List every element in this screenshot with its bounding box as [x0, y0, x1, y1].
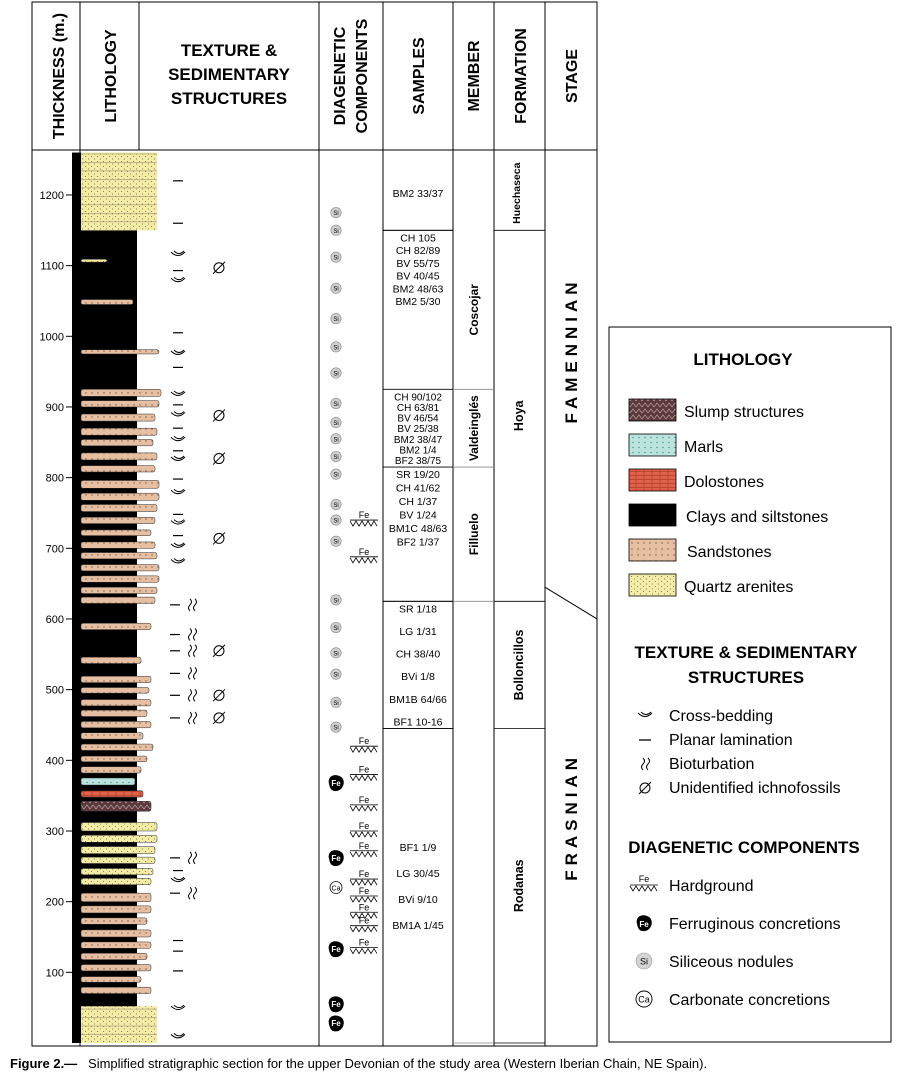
- member-name: Coscojar: [467, 284, 481, 336]
- bioturbation-icon: [189, 887, 192, 899]
- lithology-bed: [81, 657, 141, 663]
- hardground-icon: [350, 520, 378, 526]
- sample-label: BV 25/38: [397, 424, 439, 436]
- legend-swatch-dolostones: [629, 469, 676, 491]
- hardground-label: Fe: [358, 820, 370, 831]
- ferruginous-concretion-label: Fe: [331, 945, 341, 955]
- lithology-bed: [81, 623, 151, 629]
- ichnofossil-icon: [213, 689, 225, 701]
- lithology-bed: [81, 466, 155, 472]
- bioturbation-icon: [194, 645, 197, 657]
- hardground-label: Fe: [358, 510, 370, 521]
- member-column: [453, 284, 494, 1043]
- header-formation: FORMATION: [513, 28, 530, 124]
- sample-label: SR 1/18: [399, 603, 437, 616]
- sample-label: BV 1/24: [399, 509, 437, 522]
- legend-label-bio: Bioturbation: [669, 756, 755, 773]
- ferruginous-concretion-label: Fe: [331, 1019, 341, 1029]
- lithology-bed: [81, 453, 157, 460]
- siliceous-nodule-label: Si: [333, 228, 339, 235]
- axis-tick-label: 700: [45, 543, 64, 556]
- hardground-icon: [350, 926, 378, 932]
- legend-label-sandstones: Sandstones: [687, 544, 772, 561]
- formation-name: Rodanas: [512, 859, 526, 913]
- quartz-unit-top: [81, 153, 157, 231]
- member-name: Valdeinglés: [467, 395, 481, 462]
- siliceous-nodule-label: Si: [333, 472, 339, 479]
- legend-label-ferr: Ferruginous concretions: [669, 916, 841, 933]
- lithology-bed: [81, 480, 159, 488]
- lithology-bed: [81, 778, 135, 785]
- sample-label: CH 90/102: [394, 392, 442, 404]
- lithology-bed: [81, 688, 149, 694]
- hardground-icon: [350, 831, 378, 837]
- sample-label: BF2 38/75: [394, 456, 442, 468]
- sample-label: CH 38/40: [395, 648, 441, 661]
- axis-tick-label: 600: [45, 613, 64, 626]
- bioturbation-icon: [189, 629, 192, 641]
- header-texture-3: STRUCTURES: [170, 89, 288, 108]
- lithology-bed: [81, 710, 147, 716]
- lithology-bed: [81, 857, 155, 863]
- sample-label: BM1A 1/45: [392, 919, 444, 932]
- sample-label: BF1 10-16: [393, 716, 443, 729]
- hardground-label: Fe: [358, 794, 370, 805]
- hardground-label: Fe: [358, 902, 370, 913]
- cross-bedding-icon: [171, 411, 185, 416]
- formation-name: Huechaseca: [511, 162, 523, 224]
- sample-label: BM2 5/30: [395, 296, 441, 309]
- axis-tick-label: 1200: [39, 189, 64, 202]
- lithology-bed: [81, 965, 151, 971]
- axis-tick-label: 500: [45, 684, 64, 697]
- hardground-label: Fe: [358, 764, 370, 775]
- lithology-bed: [81, 517, 155, 523]
- lithology-bed: [81, 733, 143, 739]
- header-lithology: LITHOLOGY: [103, 29, 120, 123]
- axis-tick-label: 1000: [39, 331, 64, 344]
- ichnofossil-icon: [213, 645, 225, 657]
- lithology-bed: [81, 767, 141, 773]
- siliceous-nodule-label: Si: [333, 539, 339, 546]
- lithology-bed: [81, 791, 143, 797]
- lithology-bed: [81, 587, 157, 593]
- hardground-icon: [350, 774, 378, 780]
- hardground-icon: [350, 851, 378, 857]
- siliceous-nodule-label: Si: [333, 651, 339, 658]
- bioturbation-icon: [194, 689, 197, 701]
- siliceous-nodule-label: Si: [333, 725, 339, 732]
- figure-caption: [10, 1056, 707, 1071]
- legend-swatch-quartz: [629, 574, 676, 596]
- legend-label-cross: Cross-bedding: [669, 708, 774, 725]
- siliceous-nodule-label: Si: [333, 625, 339, 632]
- bioturbation-icon: [194, 712, 197, 724]
- sample-label: BVi 9/10: [398, 893, 438, 906]
- stage-boundary: [545, 587, 597, 619]
- hardground-label: Fe: [358, 915, 370, 926]
- legend-label-planar: Planar lamination: [669, 732, 793, 749]
- lithology-bed: [81, 878, 151, 884]
- lithology-bed: [81, 868, 153, 874]
- ichnofossil-icon: [213, 262, 225, 274]
- lithology-bed: [81, 977, 141, 983]
- legend-label-quartz: Quartz arenites: [684, 579, 794, 596]
- bioturbation-icon: [189, 599, 192, 611]
- hardground-label: Fe: [638, 874, 650, 884]
- lithology-bed: [81, 530, 151, 536]
- siliceous-nodule-label: Si: [333, 401, 339, 408]
- lithology-bed: [81, 918, 147, 924]
- sample-label: LG 30/45: [396, 867, 440, 880]
- lithology-bed: [81, 439, 153, 445]
- bioturbation-icon: [189, 712, 192, 724]
- siliceous-nodule-label: Si: [333, 502, 339, 509]
- lithology-bed: [81, 414, 155, 421]
- cross-bedding-icon: [171, 489, 185, 494]
- legend-swatch-slump: [629, 399, 676, 421]
- axis-tick-label: 900: [45, 401, 64, 414]
- lithology-bed: [81, 942, 151, 948]
- bioturbation-icon: [194, 852, 197, 864]
- sample-label: BM1B 64/66: [389, 693, 447, 706]
- axis-tick-label: 400: [45, 755, 64, 768]
- legend-swatch-sandstones: [629, 539, 676, 561]
- hardground-icon: [350, 805, 378, 811]
- legend-swatch-marls: [629, 434, 676, 456]
- axis-tick-label: 200: [45, 896, 64, 909]
- sample-label: CH 41/62: [395, 482, 441, 495]
- ichnofossil-icon: [213, 409, 225, 421]
- legend-lithology-title: LITHOLOGY: [693, 350, 793, 369]
- legend-label-hard: Hardground: [669, 878, 754, 895]
- bioturbation-icon: [189, 689, 192, 701]
- header-stage: STAGE: [564, 49, 581, 103]
- sample-label: BM2 38/47: [393, 434, 443, 446]
- bioturbation-icon: [189, 645, 192, 657]
- axis-tick-label: 300: [45, 825, 64, 838]
- lithology-bed: [81, 350, 159, 354]
- stage-column: [545, 277, 597, 880]
- cross-bedding-icon: [171, 436, 185, 441]
- legend-texture-title-1: TEXTURE & SEDIMENTARY: [634, 643, 858, 662]
- lithology-bed: [81, 542, 155, 548]
- legend-diag-title: DIAGENETIC COMPONENTS: [628, 838, 860, 857]
- hardground-icon: [350, 896, 378, 902]
- texture-column: [170, 181, 225, 1038]
- ichnofossil-icon: [213, 453, 225, 465]
- header-samples: SAMPLES: [411, 37, 428, 115]
- legend-label-silic: Siliceous nodules: [669, 954, 794, 971]
- sample-label: BV 40/45: [396, 270, 440, 283]
- formation-name: Hoya: [512, 400, 526, 432]
- legend: [609, 327, 891, 1042]
- sample-label: LG 1/31: [399, 625, 437, 638]
- lithology-bed: [81, 576, 159, 582]
- lithology-bed: [81, 756, 147, 762]
- legend-swatch-clays: [629, 504, 676, 526]
- cross-bedding-icon: [171, 391, 185, 396]
- legend-label-dolostones: Dolostones: [684, 474, 765, 491]
- bioturbation-icon: [189, 667, 192, 679]
- lithology-column: [72, 153, 161, 1043]
- legend-label-carb: Carbonate concretions: [669, 992, 830, 1009]
- cross-bedding-icon: [171, 1005, 185, 1010]
- bioturbation-icon: [189, 852, 192, 864]
- lithology-bed: [81, 428, 157, 435]
- thickness-axis: [40, 190, 74, 979]
- bioturbation-icon: [194, 599, 197, 611]
- sample-label: CH 1/37: [398, 495, 438, 508]
- header-texture-1: TEXTURE &: [180, 41, 278, 60]
- sample-label: BM2 33/37: [392, 188, 444, 201]
- sample-label: BVi 1/8: [401, 671, 435, 684]
- sample-label: BM1C 48/63: [388, 522, 448, 535]
- sample-label: BF2 1/37: [396, 536, 440, 549]
- lithology-bed: [81, 906, 151, 913]
- lithology-bed: [81, 930, 151, 937]
- axis-tick-label: 100: [45, 967, 64, 980]
- hardground-icon: [350, 746, 378, 752]
- siliceous-nodule-label: Si: [333, 598, 339, 605]
- sample-label: CH 63/81: [396, 402, 440, 414]
- siliceous-nodule-label: Si: [333, 454, 339, 461]
- hardground-label: Fe: [358, 840, 370, 851]
- diagenetic-column: [329, 207, 378, 1031]
- lithology-bed: [81, 721, 151, 727]
- siliceous-nodule-label: Si: [333, 421, 339, 428]
- lithology-bed: [81, 987, 151, 993]
- hardground-label: Fe: [358, 886, 370, 897]
- thickness-bar: [72, 153, 81, 1043]
- cross-bedding-icon: [171, 543, 185, 548]
- carbonate-concretion-label: Ca: [638, 994, 650, 1005]
- ferruginous-concretion-label: Fe: [331, 853, 341, 863]
- lithology-bed: [81, 259, 107, 262]
- sample-label: BV 46/54: [397, 413, 439, 425]
- header-member: MEMBER: [466, 40, 483, 112]
- lithology-bed: [81, 823, 157, 831]
- sample-label: CH 105: [400, 232, 436, 245]
- hardground-label: Fe: [358, 869, 370, 880]
- cross-bedding-icon: [171, 520, 185, 525]
- bioturbation-icon: [194, 887, 197, 899]
- siliceous-nodule-label: Si: [639, 956, 649, 967]
- stage-name: FRASNIAN: [562, 752, 581, 881]
- cross-bedding-icon: [171, 877, 185, 882]
- lithology-bed: [81, 953, 147, 959]
- siliceous-nodule-label: Si: [333, 255, 339, 262]
- header-diagenetic-2: COMPONENTS: [354, 18, 371, 134]
- formation-name: Bolloncillos: [512, 629, 526, 701]
- lithology-bed: [81, 300, 133, 305]
- siliceous-nodule-label: Si: [333, 345, 339, 352]
- sample-label: BM2 48/63: [392, 283, 444, 296]
- cross-bedding-icon: [171, 558, 185, 563]
- legend-label-clays: Clays and siltstones: [686, 509, 829, 526]
- ferruginous-concretion-label: Fe: [331, 778, 341, 788]
- lithology-bed: [81, 493, 159, 500]
- siliceous-nodule-label: Si: [333, 211, 339, 218]
- member-name: Filluelo: [467, 513, 481, 556]
- caption-text: Simplified stratigraphic section for the upper Devonian of the study area (Western Iberian Chain, NE Spain).: [88, 1056, 708, 1071]
- samples-column: [383, 188, 453, 932]
- siliceous-nodule-label: Si: [333, 700, 339, 707]
- lithology-bed: [81, 835, 157, 842]
- siliceous-nodule-label: Si: [333, 437, 339, 444]
- cross-bedding-icon: [171, 456, 185, 461]
- lithology-bed: [81, 676, 151, 682]
- sample-label: BF1 1/9: [399, 841, 437, 854]
- legend-label-slump: Slump structures: [684, 404, 805, 421]
- legend-label-ichno: Unidentified ichnofossils: [669, 780, 841, 797]
- hardground-icon: [350, 948, 378, 954]
- siliceous-nodule-label: Si: [333, 518, 339, 525]
- header-texture-2: SEDIMENTARY: [168, 65, 290, 84]
- cross-bedding-icon: [171, 277, 185, 282]
- sample-label: CH 82/89: [395, 245, 441, 258]
- sample-label: SR 19/20: [396, 469, 440, 482]
- lithology-bed: [81, 504, 157, 511]
- siliceous-nodule-label: Si: [333, 286, 339, 293]
- siliceous-nodule-label: Si: [333, 317, 339, 324]
- ichnofossil-icon: [213, 532, 225, 544]
- formation-column: [494, 162, 545, 1043]
- lithology-bed: [81, 801, 151, 811]
- lithology-bed: [81, 401, 159, 407]
- hardground-label: Fe: [358, 736, 370, 747]
- bioturbation-icon: [194, 629, 197, 641]
- lithology-bed: [81, 893, 151, 901]
- header-diagenetic-1: DIAGENETIC: [332, 26, 349, 126]
- caption-label: Figure 2.—: [10, 1056, 78, 1071]
- lithology-bed: [81, 744, 153, 750]
- cross-bedding-icon: [171, 1033, 185, 1038]
- bioturbation-icon: [194, 667, 197, 679]
- sample-label: BM2 1/4: [399, 445, 437, 457]
- sample-label: BV 55/75: [396, 257, 440, 270]
- header-thickness: THICKNESS (m.): [51, 12, 68, 140]
- legend-texture-title-2: STRUCTURES: [687, 668, 805, 687]
- carbonate-concretion-label: Ca: [331, 885, 341, 893]
- ichnofossil-icon: [213, 712, 225, 724]
- lithology-bed: [81, 553, 157, 559]
- ferruginous-concretion-label: Fe: [639, 920, 649, 929]
- lithology-bed: [81, 847, 155, 854]
- axis-tick-label: 800: [45, 472, 64, 485]
- lithology-bed: [81, 700, 151, 706]
- lithology-bed: [81, 565, 159, 571]
- axis-tick-label: 1100: [40, 260, 64, 273]
- ferruginous-concretion-label: Fe: [331, 1000, 341, 1010]
- hardground-label: Fe: [358, 546, 370, 557]
- stage-name: FAMENNIAN: [562, 277, 581, 424]
- siliceous-nodule-label: Si: [333, 371, 339, 378]
- legend-label-marls: Marls: [684, 439, 724, 456]
- lithology-bed: [81, 389, 161, 396]
- hardground-icon: [350, 879, 378, 885]
- cross-bedding-icon: [171, 350, 185, 355]
- siliceous-nodule-label: Si: [333, 672, 339, 679]
- lithology-bed: [81, 597, 155, 603]
- hardground-icon: [350, 557, 378, 563]
- quartz-unit-bottom: [81, 1006, 157, 1043]
- cross-bedding-icon: [171, 251, 185, 256]
- hardground-label: Fe: [358, 937, 370, 948]
